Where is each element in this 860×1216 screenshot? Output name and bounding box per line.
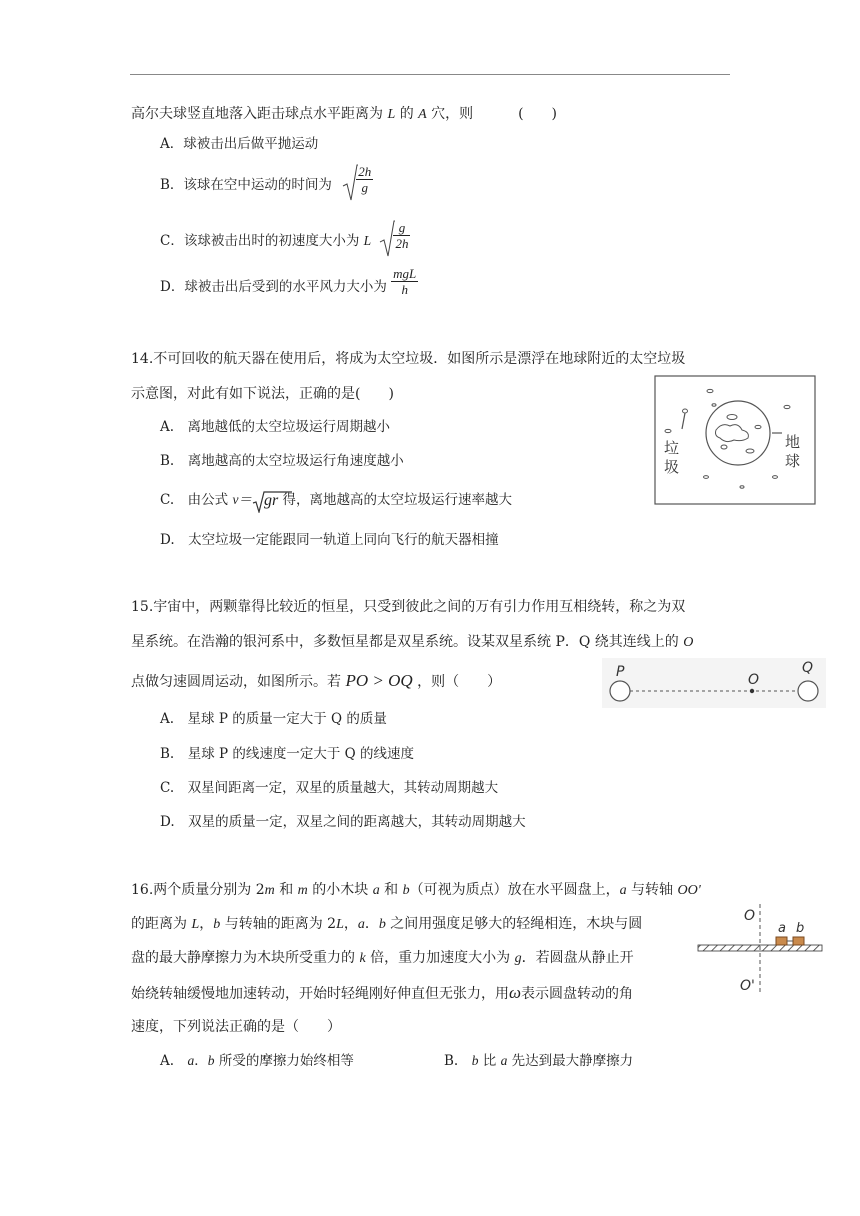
star-p-circle — [610, 681, 630, 701]
fig-label-o-top: O — [744, 908, 756, 924]
star-q-circle — [798, 681, 818, 701]
fig-label-earth-1: 地 — [785, 433, 801, 451]
q13-var-A: A — [418, 107, 427, 122]
q15-var-O: O — [683, 635, 694, 650]
q15-stem-line2 — [131, 632, 693, 653]
q16-stem-line5: 速度，下列说法正确的是（ ） — [131, 1019, 341, 1035]
q16-var-m: m — [297, 883, 308, 898]
q13-stem-text: 高尔夫球竖直地落入距击球点水平距离为 — [131, 106, 383, 122]
q16-l1-post: （可视为质点）放在水平圆盘上， — [409, 882, 620, 898]
q13-option-b-sqrt — [342, 164, 373, 195]
q16-var-omega: ω — [509, 983, 522, 1002]
q15-option-b: B. 星球 P 的线速度一定大于 Q 的线速度 — [160, 746, 415, 762]
q16-a-var-b: b — [207, 1053, 215, 1068]
q13-option-d-text: D．球被击出后受到的水平风力大小为 — [160, 279, 387, 295]
q15-stem-line2-text: 星系统。在浩瀚的银河系中，多数恒星都是双星系统。设某双星系统 P．Q 绕其连线上的 — [131, 634, 679, 650]
q13-c-numerator: g — [393, 220, 410, 236]
q13-d-numerator: mgL — [393, 266, 417, 281]
q16-l1-and: 和 — [274, 882, 298, 898]
q14-option-a: A. 离地越低的太空垃圾运行周期越小 — [160, 419, 391, 435]
q16-l4-pre: 始绕转轴缓慢地加速转动，开始时轻绳刚好伸直但无张力，用 — [131, 986, 509, 1002]
q13-b-denominator: g — [361, 180, 368, 195]
binary-star-figure — [602, 658, 826, 708]
q16-var-oo: OO' — [677, 883, 701, 898]
q16-b-pre: B. — [444, 1053, 472, 1069]
q13-option-d — [160, 266, 418, 303]
q13-option-c-sqrt — [379, 220, 410, 251]
q16-b-var-b: b — [471, 1053, 479, 1068]
q14-option-c — [160, 490, 512, 511]
q13-option-c-L: L — [363, 233, 372, 248]
rotating-disk-figure — [692, 902, 824, 994]
q16-l3-post: ．若圆盘从静止开 — [521, 950, 634, 966]
q13-c-denominator: 2h — [395, 236, 409, 251]
q16-l4-post: 表示圆盘转动的角 — [521, 986, 634, 1002]
q13-option-c-text: C．该球被击出时的初速度大小为 — [160, 233, 360, 249]
q14-option-c-post: 得，离地越高的太空垃圾运行速率越大 — [282, 492, 512, 508]
q13-stem-de: 的 — [399, 106, 414, 122]
q16-a-var-a: a — [187, 1053, 195, 1068]
q13-b-numerator: 2h — [358, 164, 372, 179]
q16-l2-pre: 的距离为 — [131, 916, 192, 932]
disk — [698, 945, 822, 951]
q16-l1-he: 和 — [379, 882, 403, 898]
q16-var-a2: a — [619, 883, 627, 898]
q15-stem-line3-post: ，则（ ） — [417, 674, 502, 690]
q16-l2-dot: ． — [364, 916, 379, 932]
q14-stem-line1: 14.不可回收的航天器在使用后，将成为太空垃圾．如图所示是漂浮在地球附近的太空垃圾 — [131, 351, 686, 367]
q16-var-g: g — [514, 951, 522, 966]
fig-label-debris-1: 垃 — [664, 439, 680, 457]
q16-l1-pre: 16.两个质量分别为 2 — [131, 882, 265, 898]
q16-b-post: 先达到最大静摩擦力 — [507, 1053, 634, 1069]
q16-var-k: k — [359, 951, 366, 966]
q14-stem-line2: 示意图，对此有如下说法，正确的是( ) — [131, 386, 394, 402]
q16-l2-b: b — [213, 917, 221, 932]
q13-var-L: L — [387, 107, 396, 122]
space-debris-figure — [654, 375, 816, 505]
q14-option-c-sqrt — [252, 491, 278, 511]
q13-d-denominator: h — [401, 282, 408, 297]
q16-stem-line3 — [131, 948, 634, 969]
q16-var-b: b — [402, 883, 410, 898]
q13-option-b-text: B．该球在空中运动的时间为 — [160, 177, 332, 193]
q16-l2-post: 之间用强度足够大的轻绳相连，木块与圆 — [385, 916, 643, 932]
q16-option-a — [160, 1051, 354, 1071]
q16-l1-end: 与转轴 — [626, 882, 678, 898]
q16-l3-mid: 倍，重力加速度大小为 — [365, 950, 515, 966]
q15-inequality: PO > OQ — [345, 671, 413, 690]
fig-label-o-bottom: O' — [740, 978, 755, 994]
header-rule — [130, 74, 730, 75]
q13-answer-paren: ( ) — [518, 106, 558, 122]
block-b — [793, 937, 804, 945]
q15-option-a: A. 星球 P 的质量一定大于 Q 的质量 — [160, 711, 387, 727]
fig-label-a: a — [778, 921, 786, 936]
fig-label-earth-2: 球 — [785, 452, 801, 470]
q16-stem-line1 — [131, 880, 701, 901]
q15-stem-line1: 15.宇宙中，两颗靠得比较近的恒星，只受到彼此之间的万有引力作用互相绕转，称之为双 — [131, 599, 686, 615]
q16-b-var-a: a — [500, 1053, 508, 1068]
q15-option-c: C. 双星间距离一定，双星的质量越大，其转动周期越大 — [160, 780, 499, 796]
fig-label-p: P — [616, 664, 625, 680]
q14-option-d: D. 太空垃圾一定能跟同一轨道上同向飞行的航天器相撞 — [160, 532, 499, 548]
q16-l2-mid2: 与转轴的距离为 2 — [220, 916, 337, 932]
fig-label-o: O — [748, 672, 760, 688]
q16-var-a: a — [372, 883, 380, 898]
q13-option-b — [160, 164, 373, 201]
q14-option-b: B. 离地越高的太空垃圾运行角速度越小 — [160, 453, 404, 469]
q16-b-mid: 比 — [478, 1053, 501, 1069]
q16-a-post: 所受的摩擦力始终相等 — [214, 1053, 354, 1069]
q14-option-c-pre: C. 由公式 — [160, 492, 229, 508]
q16-var-L: L — [191, 917, 200, 932]
q16-stem-line2 — [131, 914, 642, 935]
q13-stem-end: 穴，则 — [431, 106, 474, 122]
q14-option-c-radicand: gr — [263, 491, 279, 509]
q16-var-2m: m — [264, 883, 275, 898]
q15-stem-line3-pre: 点做匀速圆周运动，如图所示。若 — [131, 674, 341, 690]
q16-l2-b2: b — [378, 917, 386, 932]
q16-l2-a: a — [357, 917, 365, 932]
fig-label-q: Q — [802, 660, 814, 676]
q15-stem-line3 — [131, 671, 501, 692]
block-a — [776, 937, 787, 945]
q16-l2-mid3: ， — [343, 916, 358, 932]
q16-a-dot: ． — [194, 1053, 208, 1069]
q16-l1-mid: 的小木块 — [307, 882, 373, 898]
q16-a-pre: A. — [160, 1053, 188, 1069]
q13-option-a: A．球被击出后做平抛运动 — [160, 136, 319, 152]
q16-l2-mid: ， — [199, 916, 214, 932]
q13-option-c — [160, 220, 410, 257]
q16-stem-line4 — [131, 983, 633, 1004]
fig-label-b: b — [796, 921, 805, 936]
q16-l3-pre: 盘的最大静摩擦力为木块所受重力的 — [131, 950, 360, 966]
q14-option-c-v: v＝ — [232, 492, 252, 507]
fig-label-debris-2: 圾 — [664, 458, 680, 476]
q15-option-d: D. 双星的质量一定，双星之间的距离越大，其转动周期越大 — [160, 814, 526, 830]
q16-option-b — [444, 1051, 633, 1071]
q13-stem — [131, 104, 557, 125]
q16-var-2L: L — [336, 917, 344, 932]
center-point-o — [750, 689, 754, 693]
